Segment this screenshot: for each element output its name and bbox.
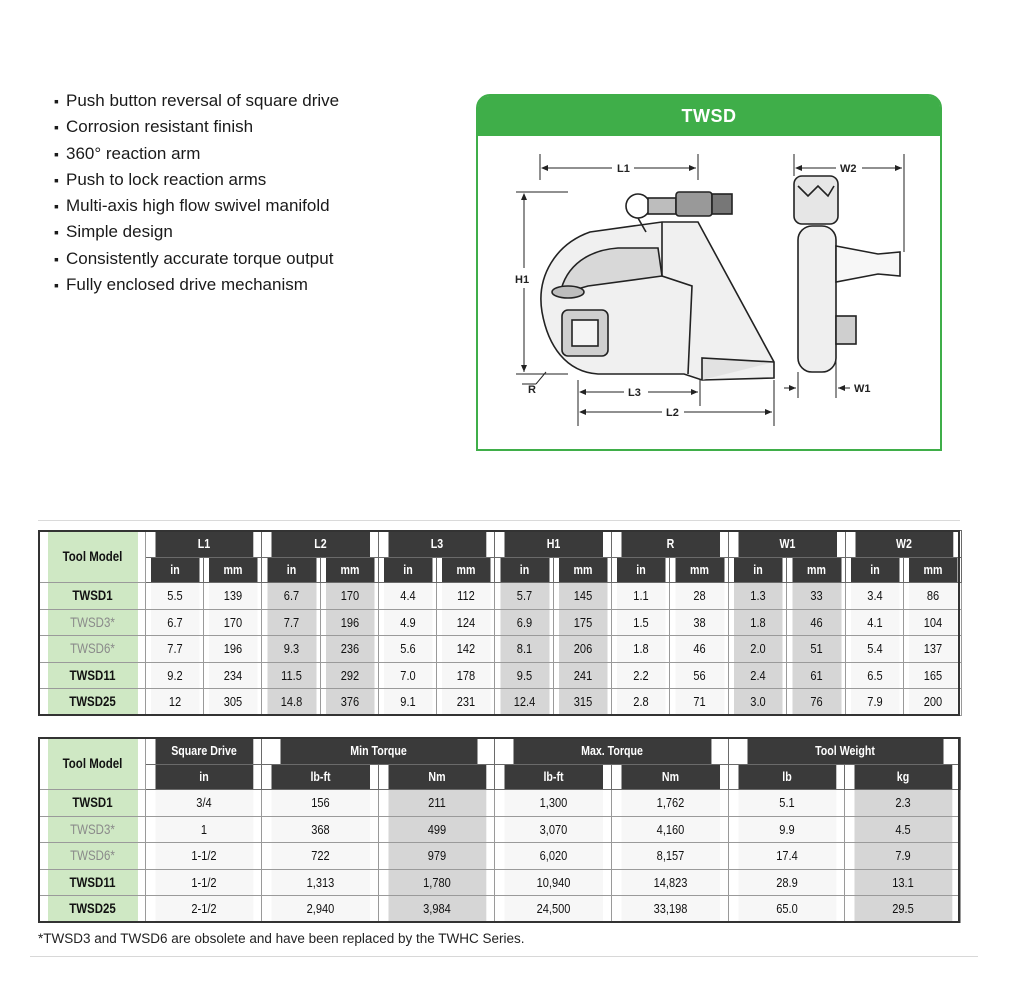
table-cell: 9.3 xyxy=(266,636,316,663)
model-cell: TWSD25 xyxy=(47,689,138,716)
model-cell: TWSD11 xyxy=(47,662,138,689)
table-cell: 51 xyxy=(791,636,841,663)
column-header-max-torque: Max. Torque xyxy=(512,738,711,765)
table-cell: 2-1/2 xyxy=(154,896,253,923)
table-cell: 6.5 xyxy=(850,662,899,689)
table-row xyxy=(39,583,962,610)
feature-item: ▪ Simple design xyxy=(54,219,339,245)
table-cell: 28.9 xyxy=(737,869,836,896)
table-cell: 234 xyxy=(208,662,257,689)
table-cell: 4.1 xyxy=(850,609,899,636)
table-cell: 6.7 xyxy=(150,609,199,636)
table-cell: 1,300 xyxy=(503,790,602,817)
table-cell: 5.1 xyxy=(737,790,836,817)
table-cell: 4.9 xyxy=(383,609,432,636)
table-cell: 3.4 xyxy=(850,583,899,610)
column-header-w1: W1 xyxy=(737,531,836,558)
column-header-square-drive: Square Drive xyxy=(154,738,253,765)
table-cell: 2.0 xyxy=(733,636,782,663)
unit-header: mm xyxy=(674,558,724,583)
unit-header: lb xyxy=(737,765,836,790)
table-cell: 9.9 xyxy=(737,816,836,843)
table-cell: 1.3 xyxy=(733,583,782,610)
feature-item: ▪ Multi-axis high flow swivel manifold xyxy=(54,193,339,219)
table-cell: 175 xyxy=(558,609,607,636)
table-cell: 200 xyxy=(908,689,957,716)
model-cell: TWSD11 xyxy=(47,869,138,896)
table-cell: 86 xyxy=(908,583,957,610)
table-cell: 979 xyxy=(387,843,486,870)
tool-front-view xyxy=(794,176,900,372)
unit-header: lb-ft xyxy=(503,765,602,790)
table-cell: 46 xyxy=(674,636,724,663)
table-cell: 1.8 xyxy=(616,636,665,663)
table-cell: 12.4 xyxy=(499,689,549,716)
table-cell: 4.4 xyxy=(383,583,432,610)
table-cell: 241 xyxy=(558,662,607,689)
tool-side-view xyxy=(541,192,774,380)
table-cell: 14.8 xyxy=(266,689,316,716)
unit-header: in xyxy=(499,558,549,583)
unit-header: mm xyxy=(325,558,374,583)
model-cell: TWSD3* xyxy=(47,816,138,843)
units-row xyxy=(39,765,961,790)
table-row xyxy=(39,843,961,870)
table-cell: 6,020 xyxy=(503,843,602,870)
model-cell: TWSD1 xyxy=(47,583,138,610)
table-cell: 17.4 xyxy=(737,843,836,870)
label-w1: W1 xyxy=(854,383,871,395)
table-cell: 14,823 xyxy=(620,869,719,896)
table-row xyxy=(39,869,961,896)
unit-header: mm xyxy=(558,558,607,583)
table-cell: 376 xyxy=(325,689,374,716)
table-cell: 7.7 xyxy=(150,636,199,663)
column-header-w2: W2 xyxy=(854,531,953,558)
table-cell: 46 xyxy=(791,609,841,636)
table-cell: 2.4 xyxy=(733,662,782,689)
table-row xyxy=(39,816,961,843)
table-cell: 170 xyxy=(208,609,257,636)
label-l3: L3 xyxy=(628,387,641,399)
table-cell: 7.9 xyxy=(850,689,899,716)
model-cell: TWSD3* xyxy=(47,609,138,636)
table-cell: 56 xyxy=(674,662,724,689)
table-cell: 7.7 xyxy=(266,609,316,636)
table-cell: 124 xyxy=(441,609,490,636)
model-cell: TWSD6* xyxy=(47,636,138,663)
unit-header: lb-ft xyxy=(270,765,369,790)
table-cell: 28 xyxy=(674,583,724,610)
table-row xyxy=(39,609,962,636)
model-cell: TWSD6* xyxy=(47,843,138,870)
column-header-r: R xyxy=(620,531,719,558)
table-cell: 33,198 xyxy=(620,896,719,923)
dimensions-table xyxy=(38,530,962,716)
bullet-icon: ▪ xyxy=(54,119,59,136)
feature-item: ▪ Corrosion resistant finish xyxy=(54,114,339,140)
label-h1: H1 xyxy=(515,274,530,286)
label-w2: W2 xyxy=(840,163,857,175)
table-cell: 3,070 xyxy=(503,816,602,843)
feature-item: ▪ Fully enclosed drive mechanism xyxy=(54,272,339,298)
table-cell: 722 xyxy=(270,843,369,870)
table-cell: 4,160 xyxy=(620,816,719,843)
bullet-icon: ▪ xyxy=(54,198,59,215)
table-cell: 1,313 xyxy=(270,869,369,896)
unit-header: in xyxy=(733,558,782,583)
table-cell: 65.0 xyxy=(737,896,836,923)
table-cell: 142 xyxy=(441,636,490,663)
table-cell: 196 xyxy=(208,636,257,663)
unit-header: mm xyxy=(908,558,957,583)
table-cell: 170 xyxy=(325,583,374,610)
specs-table xyxy=(38,737,961,923)
table-cell: 2.8 xyxy=(616,689,665,716)
unit-header: kg xyxy=(853,765,952,790)
table-row xyxy=(39,662,962,689)
table-cell: 139 xyxy=(208,583,257,610)
feature-item: ▪ Consistently accurate torque output xyxy=(54,246,339,272)
table-cell: 12 xyxy=(150,689,199,716)
feature-item: ▪ Push to lock reaction arms xyxy=(54,167,339,193)
table-cell: 2.3 xyxy=(853,790,952,817)
table-cell: 315 xyxy=(558,689,607,716)
table-cell: 1.1 xyxy=(616,583,665,610)
table-row xyxy=(39,896,961,923)
table-cell: 1,762 xyxy=(620,790,719,817)
table-cell: 61 xyxy=(791,662,841,689)
table-cell: 211 xyxy=(387,790,486,817)
table-cell: 2,940 xyxy=(270,896,369,923)
table-cell: 9.1 xyxy=(383,689,432,716)
table-cell: 4.5 xyxy=(853,816,952,843)
column-header-h1: H1 xyxy=(503,531,602,558)
bullet-icon: ▪ xyxy=(54,93,59,109)
table-cell: 13.1 xyxy=(853,869,952,896)
table-cell: 292 xyxy=(325,662,374,689)
bullet-icon: ▪ xyxy=(54,250,59,267)
table-cell: 33 xyxy=(791,583,841,610)
bullet-icon: ▪ xyxy=(54,224,59,241)
bullet-icon: ▪ xyxy=(54,171,59,188)
table-cell: 9.2 xyxy=(150,662,199,689)
table-cell: 76 xyxy=(791,689,841,716)
unit-header: in xyxy=(850,558,899,583)
unit-header: mm xyxy=(208,558,257,583)
footnote: *TWSD3 and TWSD6 are obsolete and have been replaced by the TWHC Series. xyxy=(38,931,525,946)
feature-item: ▪ 360° reaction arm xyxy=(54,141,339,167)
table-cell: 8,157 xyxy=(620,843,719,870)
table-cell: 2.2 xyxy=(616,662,665,689)
table-cell: 29.5 xyxy=(853,896,952,923)
table-cell: 137 xyxy=(908,636,957,663)
table-cell: 231 xyxy=(441,689,490,716)
table-cell: 38 xyxy=(674,609,724,636)
unit-header: mm xyxy=(441,558,490,583)
column-header-l1: L1 xyxy=(154,531,253,558)
feature-list xyxy=(54,88,339,298)
table-cell: 1-1/2 xyxy=(154,869,253,896)
unit-header: in xyxy=(616,558,665,583)
table-cell: 305 xyxy=(208,689,257,716)
table-cell: 7.0 xyxy=(383,662,432,689)
model-cell: TWSD1 xyxy=(47,790,138,817)
table-row xyxy=(39,636,962,663)
table-cell: 10,940 xyxy=(503,869,602,896)
table-cell: 165 xyxy=(908,662,957,689)
column-header-min-torque: Min Torque xyxy=(279,738,477,765)
column-header-l2: L2 xyxy=(270,531,369,558)
table-cell: 5.7 xyxy=(499,583,549,610)
column-header-tool-model: Tool Model xyxy=(47,738,138,790)
unit-header: Nm xyxy=(387,765,486,790)
table-cell: 5.6 xyxy=(383,636,432,663)
units-row xyxy=(39,558,962,583)
unit-header: in xyxy=(154,765,253,790)
table-cell: 3,984 xyxy=(387,896,486,923)
table-cell: 71 xyxy=(674,689,724,716)
table-cell: 5.5 xyxy=(150,583,199,610)
table-cell: 145 xyxy=(558,583,607,610)
label-l1: L1 xyxy=(617,163,630,175)
table-cell: 6.7 xyxy=(266,583,316,610)
table-cell: 196 xyxy=(325,609,374,636)
table-cell: 178 xyxy=(441,662,490,689)
column-header-tool-weight: Tool Weight xyxy=(746,738,943,765)
table-cell: 499 xyxy=(387,816,486,843)
table-cell: 9.5 xyxy=(499,662,549,689)
table-cell: 24,500 xyxy=(503,896,602,923)
unit-header: mm xyxy=(791,558,841,583)
feature-item: ▪ Push button reversal of square drive xyxy=(54,88,339,114)
table-cell: 156 xyxy=(270,790,369,817)
diagram-card xyxy=(476,94,942,451)
diagram-title: TWSD xyxy=(478,96,940,136)
bullet-icon: ▪ xyxy=(54,277,59,294)
wrench-dimension-diagram xyxy=(478,136,940,449)
table-cell: 3/4 xyxy=(154,790,253,817)
bullet-icon: ▪ xyxy=(54,145,59,162)
table-cell: 1,780 xyxy=(387,869,486,896)
unit-header: in xyxy=(266,558,316,583)
table-cell: 11.5 xyxy=(266,662,316,689)
table-cell: 3.0 xyxy=(733,689,782,716)
table-cell: 112 xyxy=(441,583,490,610)
label-l2: L2 xyxy=(666,407,679,419)
unit-header: in xyxy=(383,558,432,583)
model-cell: TWSD25 xyxy=(47,896,138,923)
column-header-tool-model: Tool Model xyxy=(47,531,138,583)
table-cell: 1 xyxy=(154,816,253,843)
table-cell: 6.9 xyxy=(499,609,549,636)
table-cell: 206 xyxy=(558,636,607,663)
table-cell: 104 xyxy=(908,609,957,636)
table-cell: 1-1/2 xyxy=(154,843,253,870)
table-cell: 368 xyxy=(270,816,369,843)
divider xyxy=(38,520,960,521)
table-cell: 5.4 xyxy=(850,636,899,663)
column-header-l3: L3 xyxy=(387,531,486,558)
table-row xyxy=(39,790,961,817)
table-cell: 1.8 xyxy=(733,609,782,636)
table-cell: 1.5 xyxy=(616,609,665,636)
table-cell: 7.9 xyxy=(853,843,952,870)
unit-header: in xyxy=(150,558,199,583)
bottom-divider xyxy=(30,956,978,957)
unit-header: Nm xyxy=(620,765,719,790)
table-row xyxy=(39,689,962,716)
table-cell: 236 xyxy=(325,636,374,663)
table-cell: 8.1 xyxy=(499,636,549,663)
label-r: R xyxy=(528,384,536,396)
